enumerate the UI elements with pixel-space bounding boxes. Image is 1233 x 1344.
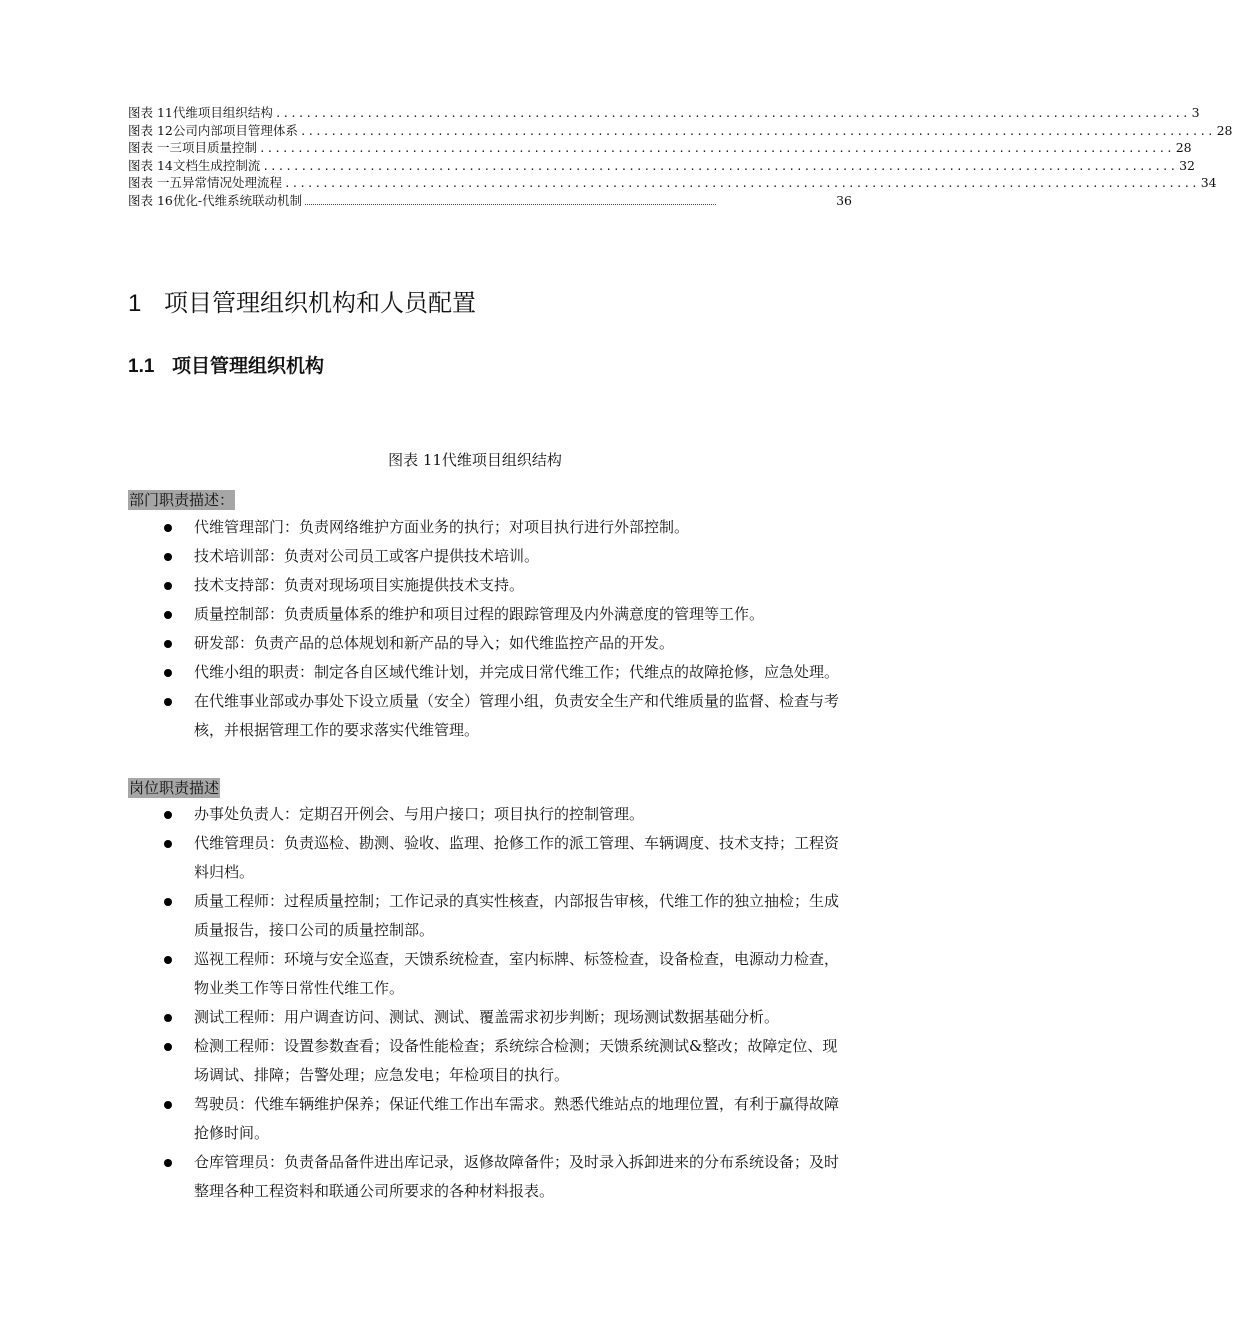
list-item xyxy=(128,887,852,945)
list-item xyxy=(128,1090,852,1148)
list-item-text: 驾驶员：代维车辆维护保养；保证代维工作出车需求。熟悉代维站点的地理位置，有利于赢得故障抢修时间。 xyxy=(194,1095,840,1142)
heading-1 xyxy=(128,286,476,321)
list-item-text: 办事处负责人：定期召开例会、与用户接口；项目执行的控制管理。 xyxy=(194,805,645,823)
post-duties-list xyxy=(128,800,852,1206)
list-item xyxy=(128,571,852,600)
heading-2 xyxy=(128,352,324,381)
list-item xyxy=(128,600,852,629)
list-item xyxy=(128,687,852,745)
list-item-text: 代维管理员：负责巡检、勘测、验收、监理、抢修工作的派工管理、车辆调度、技术支持；工程资料归档。 xyxy=(194,834,840,881)
list-item-text: 质量工程师：过程质量控制；工作记录的真实性核查，内部报告审核，代维工作的独立抽检；生成质量报告，接口公司的质量控制部。 xyxy=(194,892,840,939)
bullet-icon xyxy=(164,1043,172,1051)
bullet-icon xyxy=(164,811,172,819)
list-item-text: 巡视工程师：环境与安全巡查，天馈系统检查，室内标牌、标签检查，设备检查，电源动力检查，物业类工作等日常性代维工作。 xyxy=(194,950,840,997)
bullet-icon xyxy=(164,553,172,561)
list-item-text: 检测工程师：设置参数查看；设备性能检查；系统综合检测；天馈系统测试&整改；故障定位、现场调试、排障；告警处理；应急发电；年检项目的执行。 xyxy=(194,1037,838,1084)
figure-caption: 图表 11代维项目组织结构 xyxy=(388,451,562,469)
heading-1-text: 项目管理组织机构和人员配置 xyxy=(164,289,476,317)
toc-entry[interactable] xyxy=(128,104,1200,122)
toc-entry[interactable] xyxy=(128,174,1217,192)
list-item-text: 仓库管理员：负责备品备件进出库记录，返修故障备件；及时录入拆卸进来的分布系统设备；及时整理各种工程资料和联通公司所要求的各种材料报表。 xyxy=(194,1153,840,1200)
post-section-label: 岗位职责描述 xyxy=(129,779,220,797)
dept-duties-list xyxy=(128,513,852,745)
toc-entry-page: 28 xyxy=(1175,140,1192,155)
list-item xyxy=(128,513,852,542)
toc-entry-label: 图表 11代维项目组织结构 xyxy=(128,105,273,120)
toc-entry-page: 3 xyxy=(1191,105,1200,120)
bullet-icon xyxy=(164,669,172,677)
list-item xyxy=(128,945,852,1003)
list-item xyxy=(128,1003,852,1032)
list-item-text: 在代维事业部或办事处下设立质量（安全）管理小组，负责安全生产和代维质量的监督、检查与考核，并根据管理工作的要求落实代维管理。 xyxy=(194,692,840,739)
toc-entry-page: 36 xyxy=(836,192,852,208)
toc-leader-dots: ........................................................................................................................ xyxy=(283,177,1199,190)
list-item-text: 代维小组的职责：制定各自区域代维计划，并完成日常代维工作；代维点的故障抢修，应急处理。 xyxy=(194,663,840,681)
list-item-text: 测试工程师：用户调查访问、测试、测试、覆盖需求初步判断；现场测试数据基础分析。 xyxy=(194,1008,780,1026)
bullet-icon xyxy=(164,698,172,706)
list-item-text: 质量控制部：负责质量体系的维护和项目过程的跟踪管理及内外满意度的管理等工作。 xyxy=(194,605,765,623)
toc-entry-page: 28 xyxy=(1216,122,1233,138)
bullet-icon xyxy=(164,1159,172,1167)
list-item-text: 技术培训部：负责对公司员工或客户提供技术培训。 xyxy=(194,547,540,565)
list-item-text: 代维管理部门：负责网络维护方面业务的执行；对项目执行进行外部控制。 xyxy=(194,518,690,536)
toc-entry-label: 图表 16优化-代维系统联动机制 xyxy=(128,192,303,208)
toc-leader-dots: ........................................................................................................................ xyxy=(274,107,1190,120)
toc-entry-page: 34 xyxy=(1200,175,1217,190)
toc-leader-dots: ........................................................................................................................ xyxy=(258,142,1174,155)
toc-entry[interactable] xyxy=(128,139,1192,157)
bullet-icon xyxy=(164,1101,172,1109)
list-item-text: 技术支持部：负责对现场项目实施提供技术支持。 xyxy=(194,576,525,594)
heading-1-number: 1 xyxy=(128,290,142,317)
toc-entry-label: 图表 14文档生成控制流 xyxy=(128,157,261,173)
toc-entry[interactable] xyxy=(128,122,1233,140)
toc-leader-dots: .............................................................................................................................................................................................................. xyxy=(304,196,717,207)
toc-leader-dots: ........................................................................................................................ xyxy=(299,124,1215,138)
list-item xyxy=(128,800,852,829)
bullet-icon xyxy=(164,956,172,964)
dept-section-label: 部门职责描述： xyxy=(129,491,235,509)
toc-entry-label: 图表 12公司内部项目管理体系 xyxy=(128,122,298,138)
heading-2-text: 项目管理组织机构 xyxy=(172,355,325,377)
bullet-icon xyxy=(164,840,172,848)
list-item xyxy=(128,542,852,571)
toc-entry[interactable] xyxy=(128,192,852,210)
list-item xyxy=(128,1032,852,1090)
list-item xyxy=(128,658,852,687)
list-item xyxy=(128,1148,852,1206)
toc-entry-label: 图表 一三项目质量控制 xyxy=(128,140,257,155)
table-of-figures xyxy=(128,104,1233,209)
toc-entry-label: 图表 一五异常情况处理流程 xyxy=(128,175,282,190)
bullet-icon xyxy=(164,582,172,590)
toc-leader-dots: ........................................................................................................................ xyxy=(262,159,1178,173)
bullet-icon xyxy=(164,898,172,906)
list-item-text: 研发部：负责产品的总体规划和新产品的导入；如代维监控产品的开发。 xyxy=(194,634,675,652)
list-item xyxy=(128,629,852,658)
heading-2-number: 1.1 xyxy=(128,356,155,377)
list-item xyxy=(128,829,852,887)
toc-entry-page: 32 xyxy=(1179,157,1196,173)
bullet-icon xyxy=(164,524,172,532)
toc-entry[interactable] xyxy=(128,157,1196,175)
bullet-icon xyxy=(164,1014,172,1022)
bullet-icon xyxy=(164,611,172,619)
bullet-icon xyxy=(164,640,172,648)
